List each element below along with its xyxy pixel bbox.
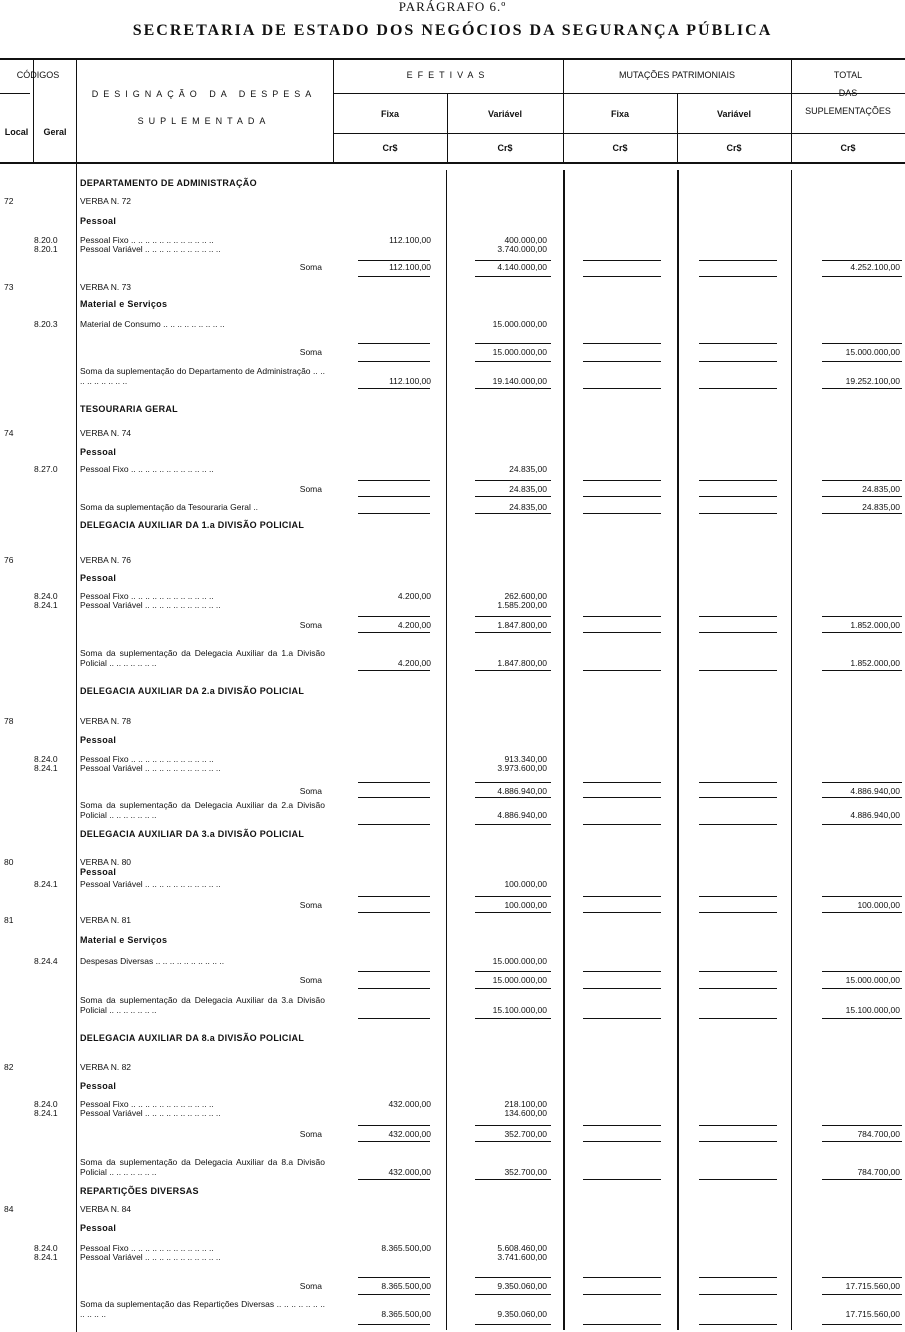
sum-rule [358, 361, 430, 362]
expense-description: Soma da suplementação da Tesouraria Geral .. [80, 502, 258, 512]
sum-rule [358, 912, 430, 913]
expense-description: Soma da suplementação da Delegacia Auxiliar da 3.a Divisão Policial .. .. .. .. .. .. .. [80, 995, 325, 1015]
sum-rule [358, 616, 430, 617]
total-value: 15.000.000,00 [845, 347, 900, 357]
fixa-value: 112.100,00 [389, 376, 431, 386]
sum-rule [475, 513, 551, 514]
expense-description: VERBA N. 76 [80, 555, 132, 565]
total-value: 15.000.000,00 [845, 975, 900, 985]
sum-rule [699, 782, 777, 783]
sum-rule [699, 513, 777, 514]
code-local: 80 [4, 857, 14, 867]
sum-rule [475, 260, 551, 261]
total-value: 19.252.100,00 [845, 376, 900, 386]
sum-rule [699, 797, 777, 798]
sum-rule [475, 971, 551, 972]
sum-rule [358, 388, 430, 389]
code-geral: 8.20.3 [34, 319, 58, 329]
sum-rule [822, 632, 902, 633]
fixa-value: 4.200,00 [397, 620, 431, 630]
currency-fixa: Cr$ [382, 143, 398, 153]
designacao-header: DESIGNAÇÃO DA DESPESA [91, 89, 317, 99]
code-geral: 8.24.1 [34, 763, 58, 773]
sum-rule [822, 1018, 902, 1019]
sum-rule [358, 988, 430, 989]
sum-rule [822, 276, 902, 277]
sum-rule [822, 1277, 902, 1278]
sum-rule [699, 988, 777, 989]
sum-rule [699, 912, 777, 913]
sum-rule [475, 1277, 551, 1278]
sum-rule [699, 1125, 777, 1126]
code-geral: 8.24.0 [34, 1099, 58, 1109]
variavel-value: 15.100.000,00 [492, 1005, 547, 1015]
sum-rule [822, 1125, 902, 1126]
sum-rule [358, 496, 430, 497]
expense-description: VERBA N. 73 [80, 282, 132, 292]
sum-rule [475, 1018, 551, 1019]
sum-rule [583, 388, 661, 389]
sum-rule [358, 1324, 430, 1325]
fixa-header: Fixa [380, 109, 399, 119]
sum-rule [475, 1141, 551, 1142]
sum-rule [358, 1125, 430, 1126]
sum-rule [358, 1277, 430, 1278]
sum-rule [475, 480, 551, 481]
sum-rule [475, 896, 551, 897]
sum-rule [358, 670, 430, 671]
total-value: 17.715.560,00 [845, 1281, 900, 1291]
sum-rule [699, 1141, 777, 1142]
sum-rule [475, 782, 551, 783]
sum-rule [699, 361, 777, 362]
total-header-suplementacoes: SUPLEMENTAÇÕES [805, 106, 891, 116]
local-header: Local [4, 127, 29, 137]
sum-rule [699, 632, 777, 633]
expense-description: Pessoal [80, 867, 117, 877]
soma-label: Soma [299, 1129, 322, 1139]
soma-label: Soma [299, 786, 322, 796]
expense-description: Pessoal [80, 1223, 117, 1233]
expense-description: Pessoal Variável .. .. .. .. .. .. .. .. .. .. .. [80, 763, 221, 773]
sum-rule [583, 1179, 661, 1180]
expense-description: Pessoal [80, 1081, 117, 1091]
code-local: 74 [4, 428, 14, 438]
total-value: 24.835,00 [862, 484, 900, 494]
variavel-value: 134.600,00 [504, 1108, 547, 1118]
sum-rule [475, 988, 551, 989]
sum-rule [583, 824, 661, 825]
variavel-value: 15.000.000,00 [492, 975, 547, 985]
sum-rule [475, 276, 551, 277]
total-value: 784.700,00 [857, 1167, 900, 1177]
sum-rule [822, 361, 902, 362]
variavel-value: 3.973.600,00 [497, 763, 547, 773]
fixa-value: 432.000,00 [388, 1129, 431, 1139]
code-geral: 8.27.0 [34, 464, 58, 474]
variavel-value: 352.700,00 [504, 1167, 547, 1177]
sum-rule [822, 896, 902, 897]
fixa-value: 432.000,00 [388, 1099, 431, 1109]
code-geral: 8.24.1 [34, 1252, 58, 1262]
sum-rule [822, 670, 902, 671]
variavel-value: 352.700,00 [504, 1129, 547, 1139]
sum-rule [583, 1277, 661, 1278]
column-divider [76, 58, 77, 1332]
sum-rule [475, 496, 551, 497]
sum-rule [822, 616, 902, 617]
sum-rule [583, 276, 661, 277]
sum-rule [583, 782, 661, 783]
sum-rule [822, 513, 902, 514]
sum-rule [583, 896, 661, 897]
variavel-mutacoes-header: Variável [716, 109, 752, 119]
expense-description: Pessoal [80, 447, 117, 457]
currency-fixa-mutacoes: Cr$ [612, 143, 628, 153]
section-heading: DEPARTAMENTO DE ADMINISTRAÇÃO [80, 178, 257, 188]
column-divider [563, 170, 565, 1330]
geral-header: Geral [43, 127, 67, 137]
expense-description: Soma da suplementação da Delegacia Auxiliar da 2.a Divisão Policial .. .. .. .. .. .. .. [80, 800, 325, 820]
sum-rule [583, 616, 661, 617]
expense-description: VERBA N. 80 [80, 857, 132, 867]
sum-rule [583, 480, 661, 481]
code-local: 81 [4, 915, 14, 925]
expense-description: Material e Serviços [80, 299, 168, 309]
variavel-value: 4.140.000,00 [497, 262, 547, 272]
code-local: 73 [4, 282, 14, 292]
variavel-value: 1.847.800,00 [497, 658, 547, 668]
total-value: 24.835,00 [862, 502, 900, 512]
variavel-value: 100.000,00 [504, 879, 547, 889]
sum-rule [699, 670, 777, 671]
total-header-das: DAS [838, 88, 858, 98]
expense-description: VERBA N. 74 [80, 428, 132, 438]
sum-rule [699, 1179, 777, 1180]
sum-rule [699, 480, 777, 481]
section-heading: DELEGACIA AUXILIAR DA 2.a DIVISÃO POLICIAL [80, 686, 305, 696]
sum-rule [822, 343, 902, 344]
total-value: 100.000,00 [857, 900, 900, 910]
sum-rule [822, 1179, 902, 1180]
variavel-value: 4.886.940,00 [497, 810, 547, 820]
sum-rule [475, 1294, 551, 1295]
sum-rule [583, 1125, 661, 1126]
variavel-header: Variável [487, 109, 523, 119]
sum-rule [358, 1294, 430, 1295]
sum-rule [358, 896, 430, 897]
expense-description: Soma da suplementação da Delegacia Auxiliar da 8.a Divisão Policial .. .. .. .. .. .. .. [80, 1157, 325, 1177]
sum-rule [475, 912, 551, 913]
sum-rule [475, 1179, 551, 1180]
column-divider [677, 170, 679, 1330]
sum-rule [699, 276, 777, 277]
sum-rule [822, 782, 902, 783]
code-local: 72 [4, 196, 14, 206]
code-geral: 8.24.1 [34, 600, 58, 610]
sum-rule [475, 1324, 551, 1325]
sum-rule [358, 343, 430, 344]
sum-rule [475, 361, 551, 362]
sum-rule [358, 824, 430, 825]
soma-label: Soma [299, 484, 322, 494]
sum-rule [358, 797, 430, 798]
soma-label: Soma [299, 1281, 322, 1291]
variavel-value: 100.000,00 [504, 900, 547, 910]
column-divider [446, 170, 447, 1330]
total-value: 4.252.100,00 [850, 262, 900, 272]
variavel-value: 5.608.460,00 [497, 1243, 547, 1253]
sum-rule [699, 260, 777, 261]
sum-rule [583, 1141, 661, 1142]
total-value: 1.852.000,00 [850, 658, 900, 668]
sum-rule [583, 912, 661, 913]
header-bottom-rule [0, 162, 905, 164]
fixa-value: 432.000,00 [388, 1167, 431, 1177]
sum-rule [699, 1277, 777, 1278]
sum-rule [358, 1179, 430, 1180]
sum-rule [822, 260, 902, 261]
sum-rule [583, 1294, 661, 1295]
column-divider [791, 170, 792, 1330]
sum-rule [583, 988, 661, 989]
code-geral: 8.20.1 [34, 244, 58, 254]
sum-rule [822, 1324, 902, 1325]
code-geral: 8.24.0 [34, 591, 58, 601]
variavel-value: 15.000.000,00 [492, 347, 547, 357]
variavel-value: 262.600,00 [504, 591, 547, 601]
fixa-value: 4.200,00 [397, 658, 431, 668]
sum-rule [699, 616, 777, 617]
sum-rule [822, 1141, 902, 1142]
sum-rule [475, 1125, 551, 1126]
efetivas-header: EFETIVAS [406, 70, 490, 80]
sum-rule [822, 480, 902, 481]
sum-rule [699, 1324, 777, 1325]
variavel-value: 400.000,00 [504, 235, 547, 245]
sum-rule [358, 1141, 430, 1142]
variavel-value: 24.835,00 [509, 502, 547, 512]
sum-rule [822, 912, 902, 913]
sum-rule [358, 1018, 430, 1019]
sum-rule [475, 343, 551, 344]
fixa-mutacoes-header: Fixa [610, 109, 629, 119]
sum-rule [583, 361, 661, 362]
code-local: 82 [4, 1062, 14, 1072]
page-title: SECRETARIA DE ESTADO DOS NEGÓCIOS DA SEGURANÇA PÚBLICA [132, 22, 773, 39]
expense-description: Pessoal Variável .. .. .. .. .. .. .. .. .. .. .. [80, 600, 221, 610]
code-geral: 8.20.0 [34, 235, 58, 245]
variavel-value: 3.741.600,00 [497, 1252, 547, 1262]
expense-description: Soma da suplementação das Repartições Diversas .. .. .. .. .. .. .. .. .. .. .. [80, 1299, 325, 1319]
fixa-value: 8.365.500,00 [381, 1281, 431, 1291]
variavel-value: 1.847.800,00 [497, 620, 547, 630]
variavel-value: 913.340,00 [504, 754, 547, 764]
variavel-value: 19.140.000,00 [492, 376, 547, 386]
variavel-value: 9.350.060,00 [497, 1281, 547, 1291]
sum-rule [699, 1294, 777, 1295]
variavel-value: 4.886.940,00 [497, 786, 547, 796]
variavel-value: 218.100,00 [504, 1099, 547, 1109]
currency-variavel: Cr$ [497, 143, 513, 153]
fixa-value: 8.365.500,00 [381, 1243, 431, 1253]
code-geral: 8.24.1 [34, 879, 58, 889]
sum-rule [583, 632, 661, 633]
section-heading: DELEGACIA AUXILIAR DA 3.a DIVISÃO POLICIAL [80, 829, 305, 839]
variavel-value: 15.000.000,00 [492, 319, 547, 329]
fixa-value: 8.365.500,00 [381, 1309, 431, 1319]
section-heading: REPARTIÇÕES DIVERSAS [80, 1186, 199, 1196]
variavel-value: 1.585.200,00 [497, 600, 547, 610]
sum-rule [358, 260, 430, 261]
expense-description: Pessoal Variável .. .. .. .. .. .. .. .. .. .. .. [80, 879, 221, 889]
soma-label: Soma [299, 620, 322, 630]
sum-rule [583, 343, 661, 344]
sum-rule [822, 988, 902, 989]
sum-rule [583, 496, 661, 497]
total-value: 1.852.000,00 [850, 620, 900, 630]
total-value: 4.886.940,00 [850, 810, 900, 820]
code-local: 78 [4, 716, 14, 726]
expense-description: Pessoal Fixo .. .. .. .. .. .. .. .. .. .. .. .. [80, 1243, 214, 1253]
sum-rule [822, 388, 902, 389]
sum-rule [583, 1324, 661, 1325]
variavel-value: 3.740.000,00 [497, 244, 547, 254]
total-value: 17.715.560,00 [845, 1309, 900, 1319]
sum-rule [475, 797, 551, 798]
total-value: 4.886.940,00 [850, 786, 900, 796]
soma-label: Soma [299, 900, 322, 910]
total-value: 784.700,00 [857, 1129, 900, 1139]
sum-rule [699, 896, 777, 897]
code-geral: 8.24.0 [34, 754, 58, 764]
expense-description: VERBA N. 84 [80, 1204, 132, 1214]
header-top-rule [0, 58, 905, 60]
variavel-value: 24.835,00 [509, 484, 547, 494]
expense-description: VERBA N. 81 [80, 915, 132, 925]
expense-description: Pessoal Variável .. .. .. .. .. .. .. .. .. .. .. [80, 1108, 221, 1118]
codigos-header: CÓDIGOS [16, 70, 60, 80]
code-geral: 8.24.4 [34, 956, 58, 966]
sum-rule [475, 388, 551, 389]
expense-description: Pessoal Fixo .. .. .. .. .. .. .. .. .. .. .. .. [80, 1099, 214, 1109]
expense-description: Pessoal Fixo .. .. .. .. .. .. .. .. .. .. .. .. [80, 754, 214, 764]
expense-description: Pessoal [80, 573, 117, 583]
soma-label: Soma [299, 975, 322, 985]
sum-rule [699, 496, 777, 497]
soma-label: Soma [299, 347, 322, 357]
expense-description: VERBA N. 72 [80, 196, 132, 206]
expense-description: Pessoal [80, 216, 117, 226]
sum-rule [583, 260, 661, 261]
expense-description: VERBA N. 78 [80, 716, 132, 726]
sum-rule [822, 824, 902, 825]
currency-variavel-mutacoes: Cr$ [726, 143, 742, 153]
variavel-value: 15.000.000,00 [492, 956, 547, 966]
sum-rule [358, 480, 430, 481]
sum-rule [699, 824, 777, 825]
total-value: 15.100.000,00 [845, 1005, 900, 1015]
sum-rule [822, 797, 902, 798]
header-inner-rule [0, 93, 30, 94]
sum-rule [475, 632, 551, 633]
section-heading: TESOURARIA GERAL [80, 404, 178, 414]
sum-rule [475, 824, 551, 825]
paragraph-heading: PARÁGRAFO 6.º [398, 0, 507, 14]
variavel-value: 9.350.060,00 [497, 1309, 547, 1319]
expense-description: Pessoal Fixo .. .. .. .. .. .. .. .. .. .. .. .. [80, 464, 214, 474]
sum-rule [822, 971, 902, 972]
sum-rule [475, 616, 551, 617]
expense-description: Pessoal Variável .. .. .. .. .. .. .. .. .. .. .. [80, 244, 221, 254]
sum-rule [358, 276, 430, 277]
code-local: 84 [4, 1204, 14, 1214]
sum-rule [358, 782, 430, 783]
section-heading: DELEGACIA AUXILIAR DA 1.a DIVISÃO POLICIAL [80, 520, 305, 530]
fixa-value: 4.200,00 [397, 591, 431, 601]
expense-description: Despesas Diversas .. .. .. .. .. .. .. .. .. .. [80, 956, 225, 966]
sum-rule [358, 971, 430, 972]
expense-description: Pessoal Variável .. .. .. .. .. .. .. .. .. .. .. [80, 1252, 221, 1262]
sum-rule [699, 971, 777, 972]
sum-rule [822, 496, 902, 497]
expense-description: Material e Serviços [80, 935, 168, 945]
expense-description: Material de Consumo .. .. .. .. .. .. .. .. .. [80, 319, 225, 329]
expense-description: Pessoal [80, 735, 117, 745]
sum-rule [475, 670, 551, 671]
currency-total: Cr$ [840, 143, 856, 153]
sum-rule [583, 971, 661, 972]
section-heading: DELEGACIA AUXILIAR DA 8.a DIVISÃO POLICIAL [80, 1033, 305, 1043]
sum-rule [699, 388, 777, 389]
header-inner-rule [333, 133, 905, 134]
sum-rule [822, 1294, 902, 1295]
fixa-value: 112.100,00 [389, 235, 431, 245]
soma-label: Soma [299, 262, 322, 272]
sum-rule [358, 513, 430, 514]
expense-description: Pessoal Fixo .. .. .. .. .. .. .. .. .. .. .. .. [80, 591, 214, 601]
column-divider [447, 93, 448, 164]
expense-description: Soma da suplementação do Departamento de Administração .. .. .. .. .. .. .. .. .. [80, 366, 325, 386]
mutacoes-header: MUTAÇÕES PATRIMONIAIS [618, 70, 735, 80]
code-geral: 8.24.1 [34, 1108, 58, 1118]
fixa-value: 112.100,00 [389, 262, 431, 272]
sum-rule [699, 1018, 777, 1019]
sum-rule [699, 343, 777, 344]
column-divider [677, 93, 678, 164]
sum-rule [358, 632, 430, 633]
sum-rule [583, 670, 661, 671]
sum-rule [583, 1018, 661, 1019]
expense-description: Soma da suplementação da Delegacia Auxiliar da 1.a Divisão Policial .. .. .. .. .. .. .. [80, 648, 325, 668]
variavel-value: 24.835,00 [509, 464, 547, 474]
sum-rule [583, 797, 661, 798]
code-local: 76 [4, 555, 14, 565]
suplementada-header: SUPLEMENTADA [137, 116, 271, 126]
expense-description: VERBA N. 82 [80, 1062, 132, 1072]
expense-description: Pessoal Fixo .. .. .. .. .. .. .. .. .. .. .. .. [80, 235, 214, 245]
total-header: TOTAL [833, 70, 863, 80]
code-geral: 8.24.0 [34, 1243, 58, 1253]
sum-rule [583, 513, 661, 514]
